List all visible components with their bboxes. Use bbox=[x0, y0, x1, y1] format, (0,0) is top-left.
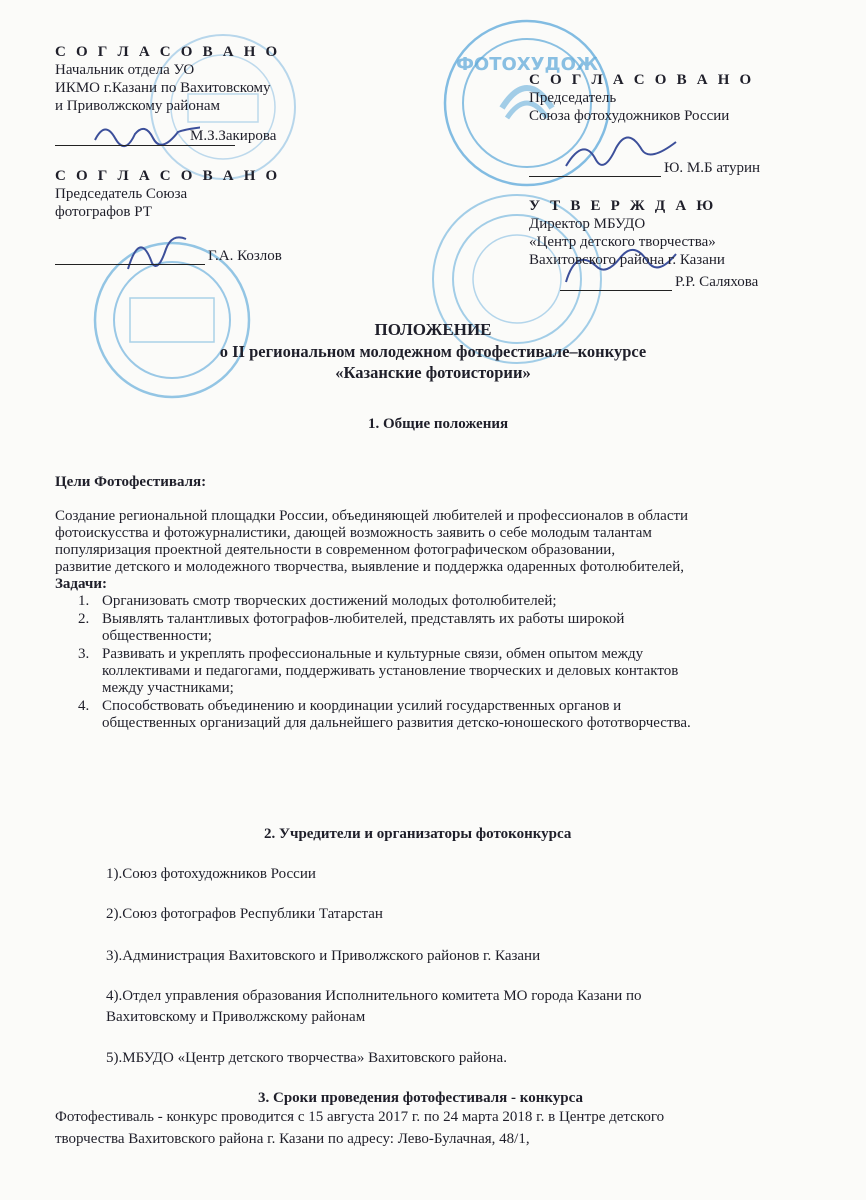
task-number: 2. bbox=[78, 611, 90, 627]
approval-right-sign-line bbox=[529, 176, 661, 177]
approve-right-signer: Р.Р. Саляхова bbox=[675, 274, 759, 290]
approval-left-1-line3: и Приволжскому районам bbox=[55, 98, 220, 114]
approval-right-line1: Председатель bbox=[529, 90, 617, 106]
goals-line: популяризация проектной деятельности в современном фотографическом образовании, bbox=[55, 542, 616, 558]
task-item bbox=[56, 611, 816, 645]
task-line: общественности; bbox=[102, 628, 212, 644]
goals-line: Создание региональной площадки России, объединяющей любителей и профессионалов в области bbox=[55, 508, 689, 524]
approval-left-2-line1: Председатель Союза bbox=[55, 186, 188, 202]
task-item bbox=[56, 646, 816, 697]
task-line: Развивать и укреплять профессиональные и культурные связи, обмен опытом между bbox=[102, 646, 644, 662]
organizer-item: 3).Администрация Вахитовского и Приволжского районов г. Казани bbox=[106, 948, 541, 964]
organizer-item: 5).МБУДО «Центр детского творчества» Вахитовского района. bbox=[106, 1050, 507, 1066]
approval-left-1-sign-line bbox=[55, 145, 235, 146]
organizer-item: 1).Союз фотохудожников России bbox=[106, 866, 316, 882]
approval-left-2-signer: Г.А. Козлов bbox=[208, 248, 282, 264]
task-item bbox=[56, 698, 816, 732]
document-subtitle-2: «Казанские фотоистории» bbox=[335, 363, 531, 382]
tasks-list bbox=[56, 593, 816, 733]
section1-heading: 1. Общие положения bbox=[368, 416, 509, 432]
approve-right-sign-line bbox=[560, 290, 672, 291]
task-line: между участниками; bbox=[102, 680, 234, 696]
signature-baturin bbox=[560, 130, 680, 175]
approval-left-1-line1: Начальник отдела УО bbox=[55, 62, 195, 78]
organizer-item: 2).Союз фотографов Республики Татарстан bbox=[106, 906, 383, 922]
approve-right-line1: Директор МБУДО bbox=[529, 216, 646, 232]
task-line: Выявлять талантливых фотографов-любителей, представлять их работы широкой bbox=[102, 611, 625, 627]
section3-heading: 3. Сроки проведения фотофестиваля - конкурса bbox=[258, 1090, 583, 1106]
document-subtitle-1: о II региональном молодежном фотофестивале–конкурсе bbox=[219, 342, 647, 361]
goals-text bbox=[55, 508, 688, 576]
task-number: 1. bbox=[78, 593, 90, 609]
approval-left-2-sign-line bbox=[55, 264, 205, 265]
goals-label: Цели Фотофестиваля: bbox=[55, 474, 207, 490]
task-line: коллективами и педагогами, поддерживать установление творческих и деловых контактов bbox=[102, 663, 679, 679]
organizer-item: Вахитовскому и Приволжскому районам bbox=[106, 1009, 366, 1025]
tasks-label: Задачи: bbox=[55, 576, 108, 592]
section3-text bbox=[55, 1106, 815, 1150]
signature-kozlov bbox=[120, 225, 190, 275]
svg-text:ФОТОХУДОЖ: ФОТОХУДОЖ bbox=[456, 54, 598, 75]
task-number: 3. bbox=[78, 646, 90, 662]
approve-right-line3: Вахитовского района г. Казани bbox=[529, 252, 725, 268]
goals-line: развитие детского и молодежного творчества, выявление и поддержка одаренных фотолюбителей, bbox=[55, 559, 684, 575]
task-number: 4. bbox=[78, 698, 90, 714]
task-line: общественных организаций для дальнейшего развития детско-юношеского фототворчества. bbox=[102, 715, 691, 731]
approval-left-1-signer: М.З.Закирова bbox=[190, 128, 277, 144]
task-item bbox=[56, 593, 816, 610]
approve-right-line2: «Центр детского творчества» bbox=[529, 234, 716, 250]
section2-heading: 2. Учредители и организаторы фотоконкурса bbox=[264, 826, 572, 842]
approval-right-heading: С О Г Л А С О В А Н О bbox=[529, 72, 755, 88]
document-title: ПОЛОЖЕНИЕ bbox=[374, 320, 492, 339]
signature-zakirova bbox=[90, 112, 200, 152]
approval-left-2-heading: С О Г Л А С О В А Н О bbox=[55, 168, 281, 184]
approval-left-1-heading: С О Г Л А С О В А Н О bbox=[55, 44, 281, 60]
approval-left-1-line2: ИКМО г.Казани по Вахитовскому bbox=[55, 80, 271, 96]
goals-line: фотоискусства и фотожурналистики, дающей возможность заявить о себе молодым талантам bbox=[55, 525, 652, 541]
approval-left-2-line2: фотографов РТ bbox=[55, 204, 152, 220]
section3-line: творчества Вахитовского района г. Казани по адресу: Лево-Булачная, 48/1, bbox=[55, 1131, 530, 1147]
organizer-item: 4).Отдел управления образования Исполнительного комитета МО города Казани по bbox=[106, 988, 642, 1004]
approval-right-signer: Ю. М.Б атурин bbox=[664, 160, 761, 176]
approve-right-heading: У Т В Е Р Ж Д А Ю bbox=[529, 198, 717, 214]
task-line: Организовать смотр творческих достижений молодых фотолюбителей; bbox=[102, 593, 557, 609]
approval-right-line2: Союза фотохудожников России bbox=[529, 108, 730, 124]
section3-line: Фотофестиваль - конкурс проводится с 15 августа 2017 г. по 24 марта 2018 г. в Центре детского bbox=[55, 1109, 665, 1125]
task-line: Способствовать объединению и координации усилий государственных органов и bbox=[102, 698, 622, 714]
